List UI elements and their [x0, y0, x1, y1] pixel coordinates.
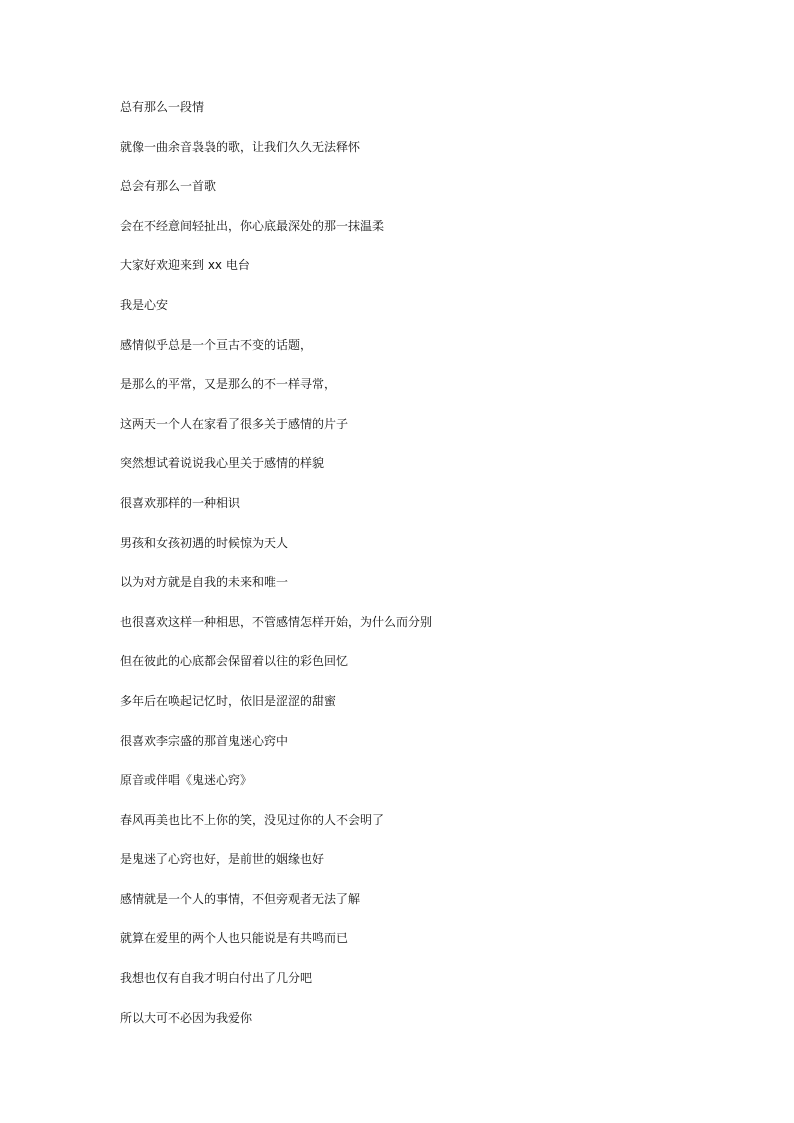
- text-line: 是那么的平常，又是那么的不一样寻常，: [120, 377, 337, 392]
- text-line: 感情就是一个人的事情，不但旁观者无法了解: [120, 891, 361, 906]
- text-line: 所以大可不必因为我爱你: [120, 1010, 253, 1025]
- text-line: 总会有那么一首歌: [120, 179, 217, 194]
- text-line: 是鬼迷了心窍也好，是前世的姻缘也好: [120, 852, 325, 867]
- text-line: 我想也仅有自我才明白付出了几分吧: [120, 971, 313, 986]
- text-line: 就像一曲余音袅袅的歌，让我们久久无法释怀: [120, 139, 361, 154]
- text-line: 男孩和女孩初遇的时候惊为天人: [120, 535, 289, 550]
- text-line: 春风再美也比不上你的笑，没见过你的人不会明了: [120, 812, 385, 827]
- text-line: 原音或伴唱《鬼迷心窍》: [120, 773, 253, 788]
- text-line: 我是心安: [120, 297, 169, 312]
- text-line: 多年后在唤起记忆时，依旧是涩涩的甜蜜: [120, 693, 337, 708]
- text-line: 以为对方就是自我的未来和唯一: [120, 575, 289, 590]
- text-line: 很喜欢那样的一种相识: [120, 495, 241, 510]
- text-line: 感情似乎总是一个亘古不变的话题，: [120, 337, 313, 352]
- text-line: 总有那么一段情: [120, 100, 205, 114]
- text-line: 突然想试着说说我心里关于感情的样貌: [120, 456, 325, 471]
- text-line: 也很喜欢这样一种相思，不管感情怎样开始，为什么而分别: [120, 614, 433, 629]
- text-line: 大家好欢迎来到 xx 电台: [120, 258, 250, 273]
- text-line: 但在彼此的心底都会保留着以往的彩色回忆: [120, 654, 349, 669]
- text-lines: [120, 97, 740, 1047]
- text-line: 就算在爱里的两个人也只能说是有共鸣而已: [120, 931, 349, 946]
- text-line: 很喜欢李宗盛的那首鬼迷心窍中: [120, 733, 289, 748]
- text-line: 这两天一个人在家看了很多关于感情的片子: [120, 416, 349, 431]
- text-line: 会在不经意间轻扯出，你心底最深处的那一抹温柔: [120, 218, 385, 233]
